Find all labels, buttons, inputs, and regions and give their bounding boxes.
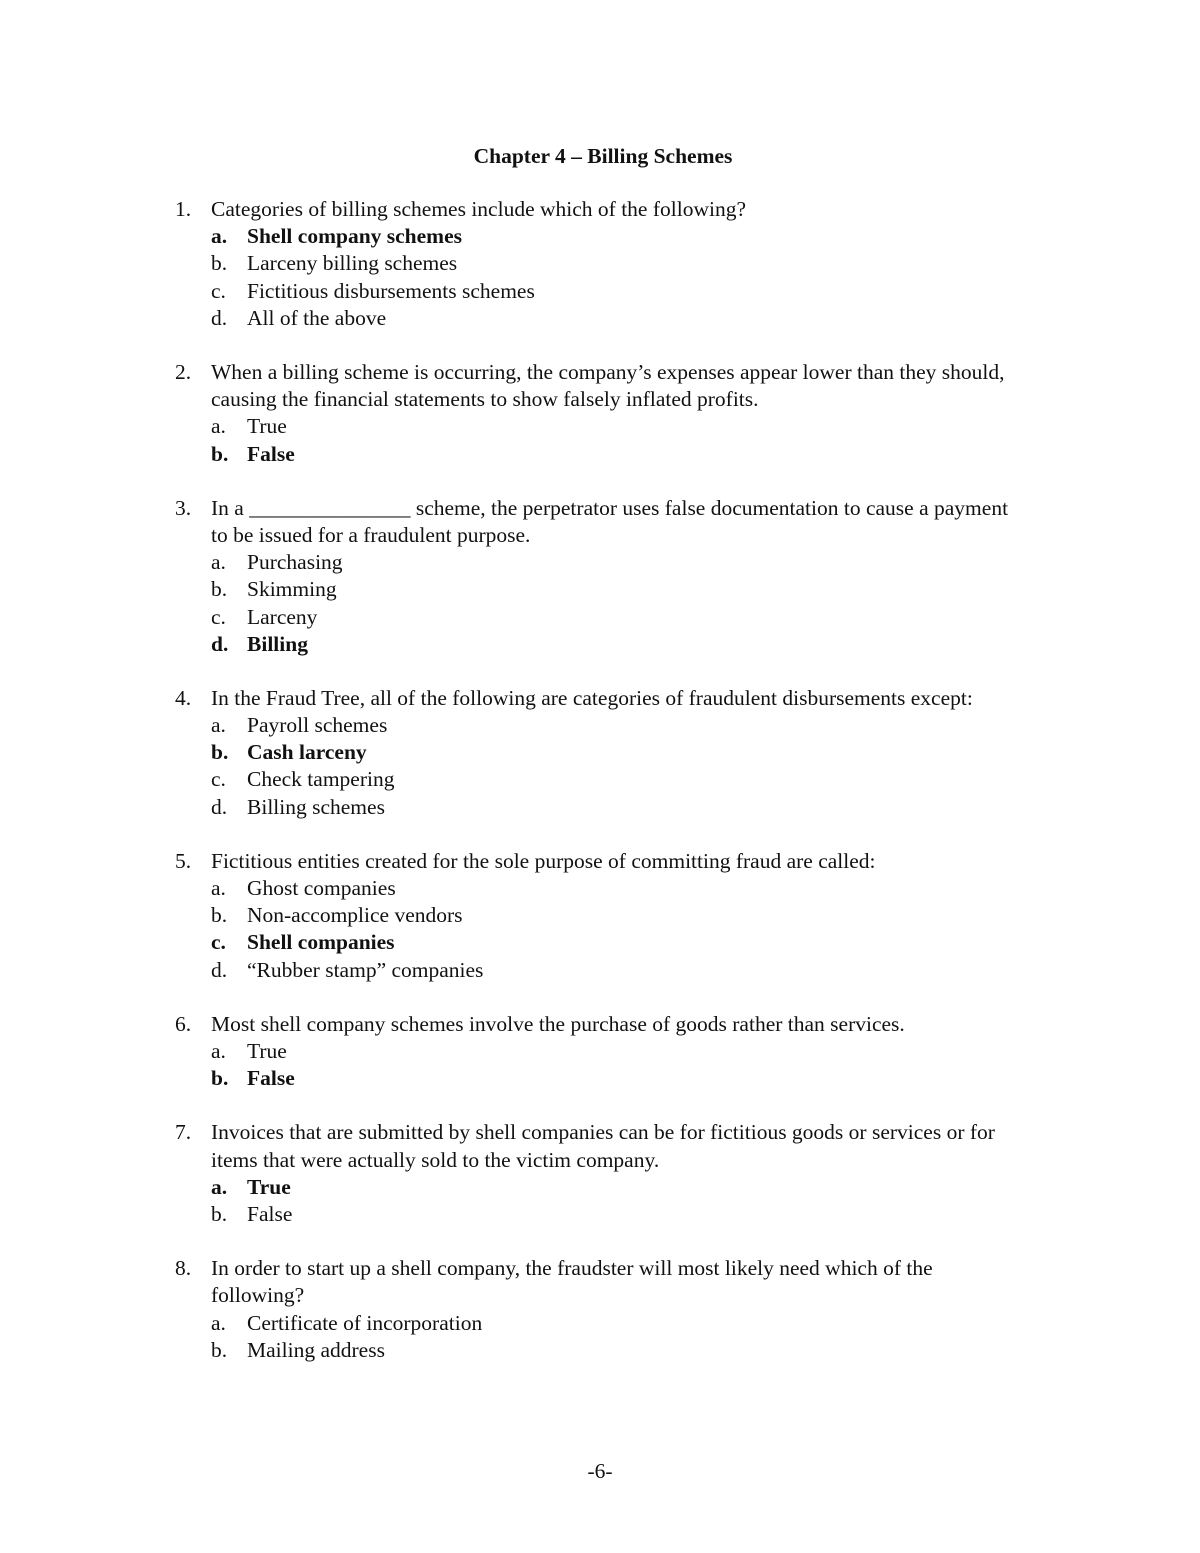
option-letter: b.	[211, 251, 228, 276]
question-item	[0, 1119, 1011, 1228]
option-letter: a.	[211, 1174, 228, 1199]
option-letter: d.	[211, 305, 228, 330]
question-list	[0, 196, 1011, 1391]
option-letter: b.	[211, 577, 228, 602]
answer-option-correct	[0, 1065, 1011, 1092]
question-item	[0, 196, 1011, 332]
answer-option	[0, 604, 1011, 631]
answer-options	[0, 1310, 1011, 1364]
option-text: False	[247, 441, 295, 466]
answer-option	[0, 1201, 1011, 1228]
answer-option	[0, 875, 1011, 902]
question-item	[0, 848, 1011, 984]
answer-option	[0, 305, 1011, 332]
option-text: True	[247, 1174, 291, 1199]
answer-option-correct	[0, 1174, 1011, 1201]
option-letter: a.	[211, 713, 226, 738]
option-letter: d.	[211, 794, 228, 819]
option-text: All of the above	[247, 305, 387, 330]
answer-option	[0, 902, 1011, 929]
option-letter: a.	[211, 550, 226, 575]
question-item	[0, 495, 1011, 658]
answer-option	[0, 1038, 1011, 1065]
option-text: Certificate of incorporation	[247, 1310, 483, 1335]
answer-options	[0, 1038, 1011, 1092]
answer-option	[0, 1337, 1011, 1364]
option-text: Purchasing	[247, 550, 343, 575]
answer-option	[0, 413, 1011, 440]
question-number: 1.	[175, 197, 192, 221]
question-text: Invoices that are submitted by shell companies can be for fictitious goods or services or for items that were actually sold to the victim company.	[211, 1120, 995, 1172]
question-number: 8.	[175, 1256, 192, 1281]
option-letter: a.	[211, 1039, 226, 1063]
option-text: Non-accomplice vendors	[247, 903, 463, 928]
option-letter: b.	[211, 1201, 228, 1226]
question-text: When a billing scheme is occurring, the company’s expenses appear lower than they should, causing the financial statements to show falsely inflated profits.	[211, 359, 1005, 412]
option-letter: a.	[211, 876, 226, 901]
option-text: False	[247, 1066, 295, 1091]
option-text: Skimming	[247, 577, 337, 602]
question-text: In a _______________ scheme, the perpetrator uses false documentation to cause a payment to be issued for a fraudulent purpose.	[211, 495, 1009, 547]
option-text: Check tampering	[247, 767, 395, 792]
answer-options	[0, 1174, 1011, 1228]
answer-option-correct	[0, 441, 1011, 468]
option-text: False	[247, 1201, 293, 1226]
question-item	[0, 359, 1011, 468]
answer-options	[0, 712, 1011, 821]
option-text: Shell company schemes	[247, 224, 462, 249]
option-letter: a.	[211, 1310, 226, 1335]
option-letter: c.	[211, 604, 226, 629]
option-letter: c.	[211, 930, 226, 955]
option-text: “Rubber stamp” companies	[247, 957, 484, 982]
answer-option	[0, 766, 1011, 793]
question-text: In the Fraud Tree, all of the following are categories of fraudulent disbursements except:	[211, 685, 973, 710]
option-letter: b.	[211, 441, 229, 466]
question-text: Fictitious entities created for the sole purpose of committing fraud are called:	[211, 848, 876, 873]
page-title: Chapter 4 – Billing Schemes	[473, 144, 733, 168]
question-item	[0, 685, 1011, 821]
option-text: True	[247, 1039, 287, 1063]
answer-options	[0, 549, 1011, 658]
question-text: Most shell company schemes involve the purchase of goods rather than services.	[211, 1011, 905, 1036]
question-text: Categories of billing schemes include which of the following?	[211, 197, 746, 221]
option-text: Larceny	[247, 604, 318, 629]
answer-option	[0, 576, 1011, 603]
question-item	[0, 1255, 1011, 1364]
question-number: 3.	[175, 495, 192, 520]
answer-option-correct	[0, 739, 1011, 766]
answer-option-correct	[0, 929, 1011, 956]
answer-option	[0, 278, 1011, 305]
option-letter: c.	[211, 767, 226, 792]
answer-option	[0, 712, 1011, 739]
option-text: Billing schemes	[247, 794, 385, 819]
question-number: 4.	[175, 685, 192, 710]
answer-option	[0, 794, 1011, 821]
question-number: 7.	[175, 1120, 192, 1145]
option-letter: b.	[211, 740, 229, 765]
answer-option	[0, 549, 1011, 576]
option-letter: d.	[211, 957, 228, 982]
option-letter: b.	[211, 1337, 228, 1362]
question-number: 6.	[175, 1011, 192, 1036]
answer-options	[0, 413, 1011, 467]
question-text: In order to start up a shell company, the fraudster will most likely need which of the following?	[211, 1256, 933, 1308]
option-letter: d.	[211, 631, 229, 656]
option-text: Payroll schemes	[247, 713, 388, 738]
option-text: True	[247, 414, 287, 439]
option-text: Billing	[247, 631, 308, 656]
answer-option-correct	[0, 223, 1011, 250]
answer-options	[0, 223, 1011, 332]
option-text: Larceny billing schemes	[247, 251, 458, 276]
question-number: 5.	[175, 848, 192, 873]
answer-option	[0, 1310, 1011, 1337]
option-text: Mailing address	[247, 1337, 385, 1362]
page-number: -6-	[587, 1459, 613, 1483]
option-text: Shell companies	[247, 930, 395, 955]
answer-option	[0, 250, 1011, 277]
answer-option-correct	[0, 631, 1011, 658]
option-letter: b.	[211, 903, 228, 928]
option-letter: a.	[211, 414, 226, 439]
question-item	[0, 1011, 1011, 1093]
option-letter: c.	[211, 278, 226, 303]
option-letter: b.	[211, 1066, 229, 1091]
question-number: 2.	[175, 359, 192, 384]
answer-options	[0, 875, 1011, 984]
option-letter: a.	[211, 224, 228, 249]
option-text: Fictitious disbursements schemes	[247, 278, 535, 303]
option-text: Ghost companies	[247, 876, 396, 901]
option-text: Cash larceny	[247, 740, 367, 765]
answer-option	[0, 957, 1011, 984]
